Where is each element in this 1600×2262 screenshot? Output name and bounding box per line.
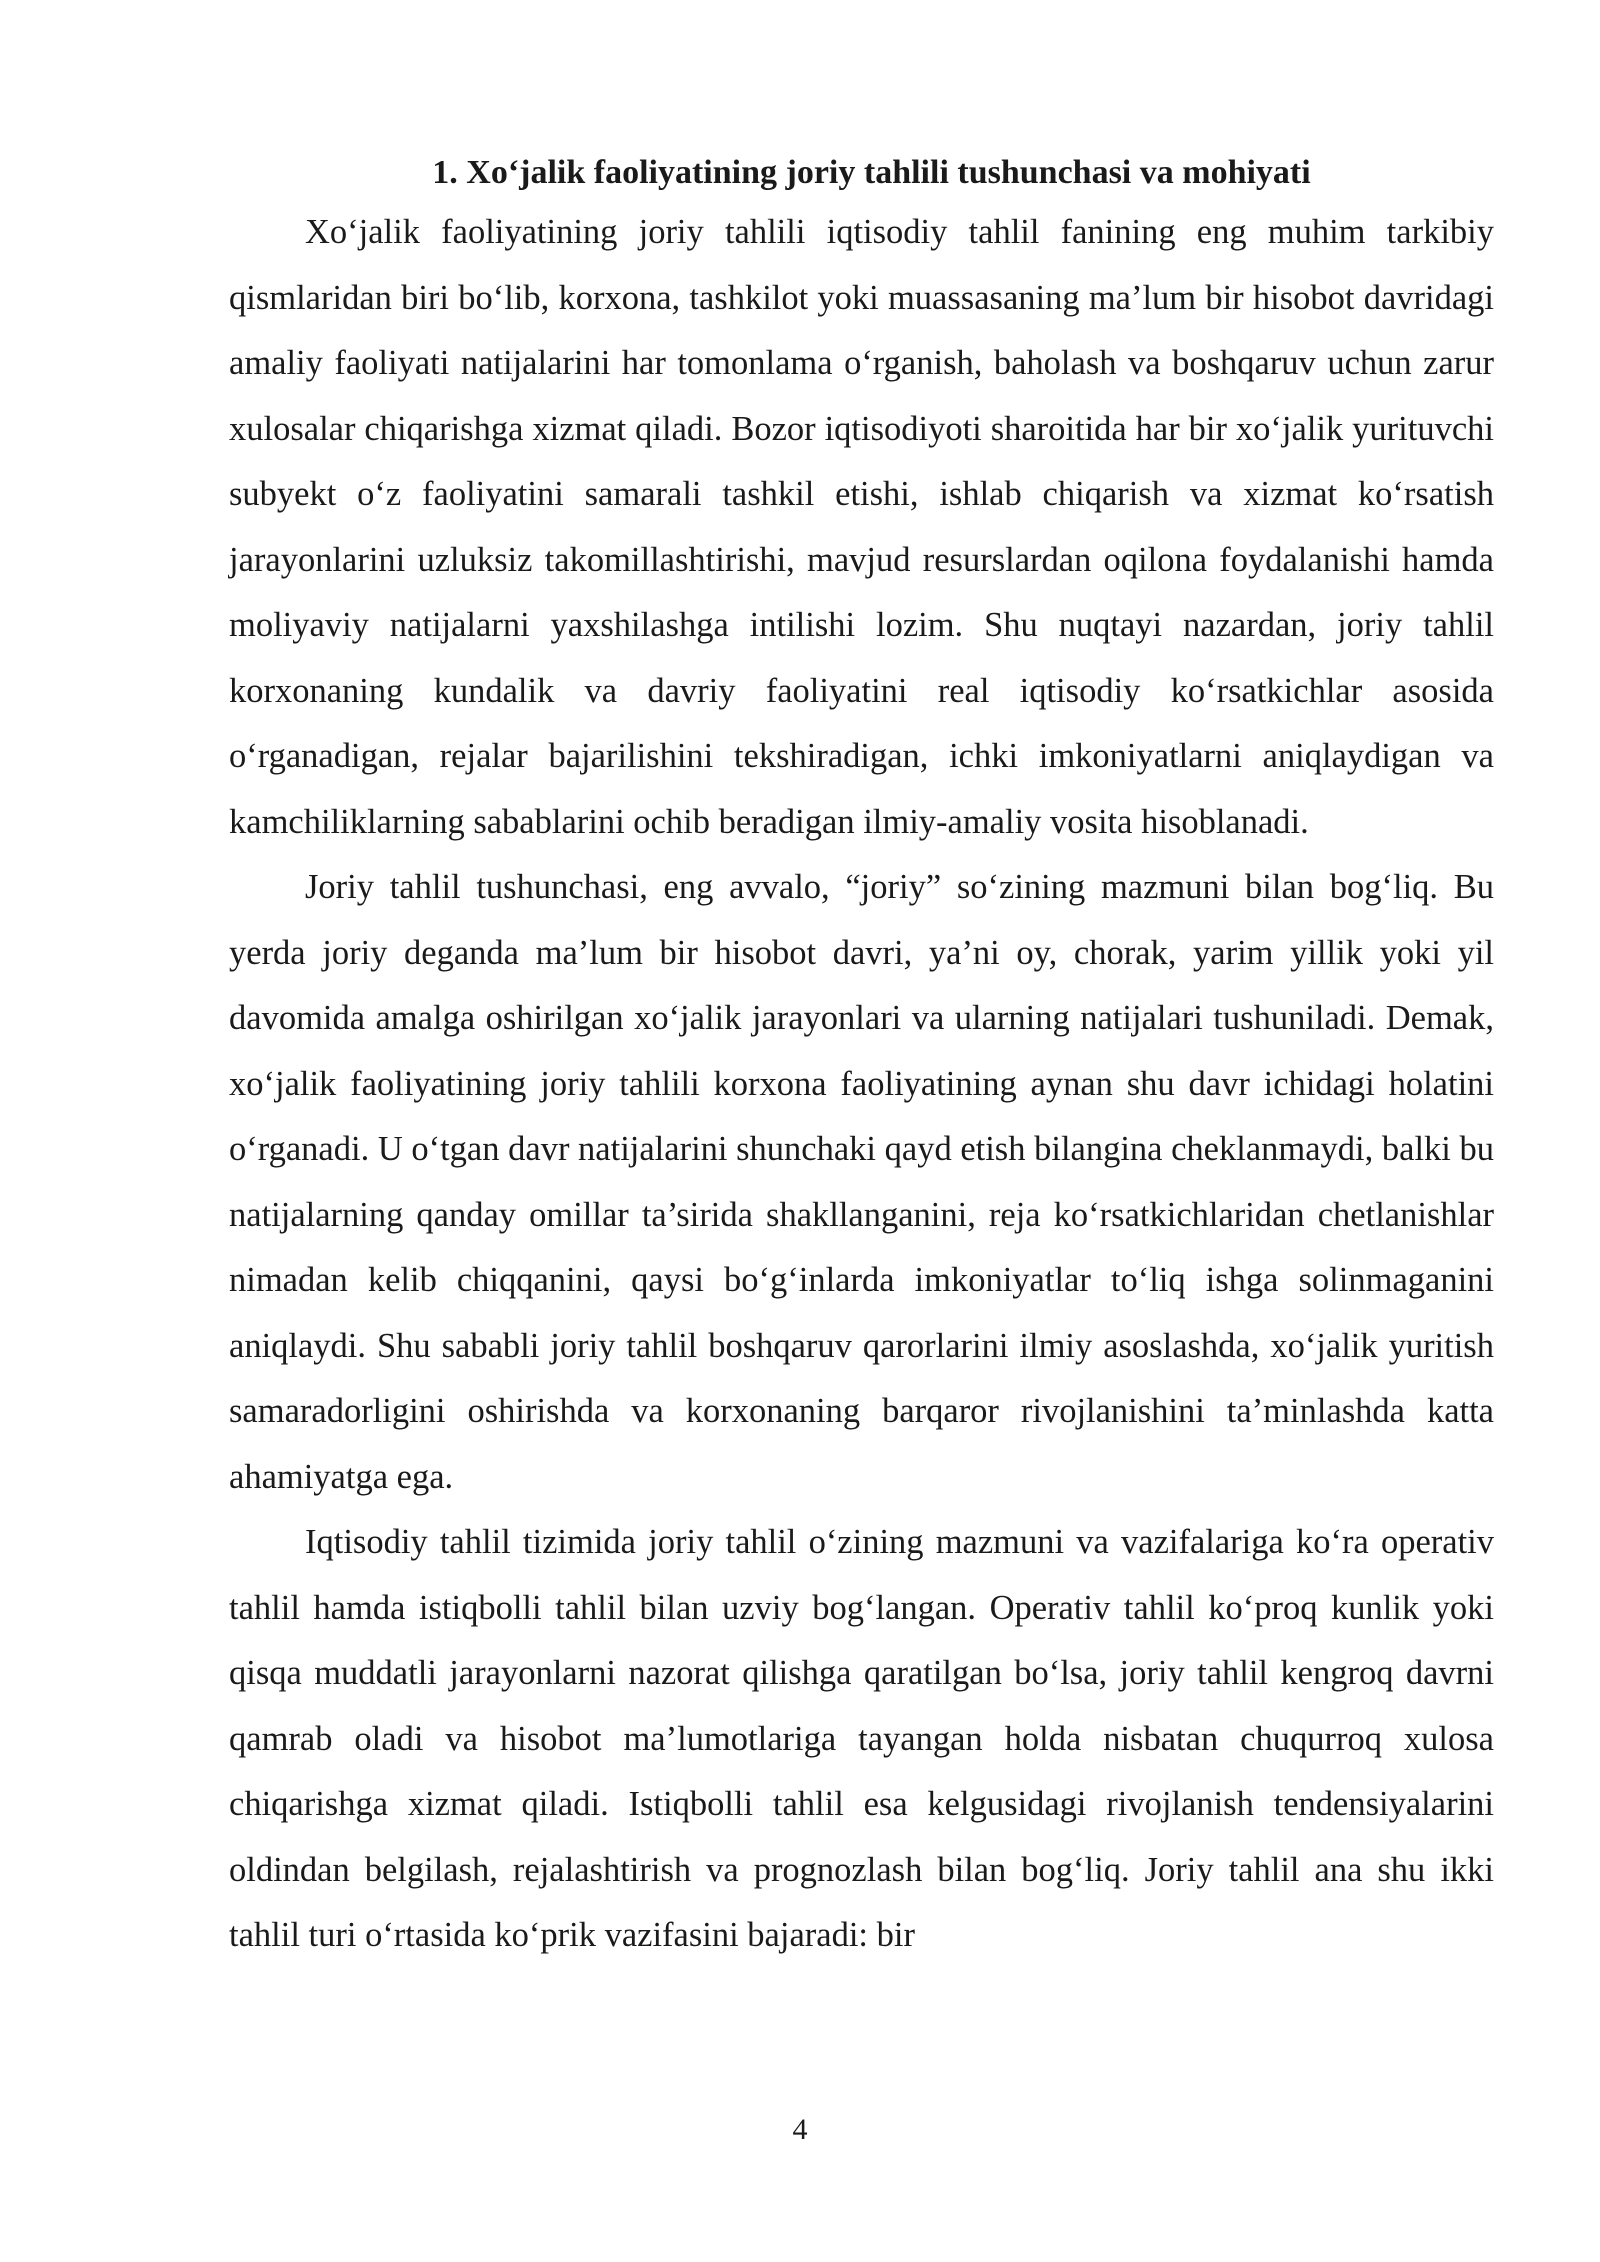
document-page: [229, 150, 1494, 1969]
page-number: 4: [792, 2113, 808, 2146]
paragraph-1: Xo‘jalik faoliyatining joriy tahlili iqtisodiy tahlil fanining eng muhim tarkibiy qismlaridan biri bo‘lib, korxona, tashkilot yoki muassasaning ma’lum bir hisobot davridagi amaliy faoliyati natijalarini har tomonlama o‘rganish, baholash va boshqaruv uchun zarur xulosalar chiqarishga xizmat qiladi. Bozor iqtisodiyoti sharoitida har bir xo‘jalik yurituvchi subyekt o‘z faoliyatini samarali tashkil etishi, ishlab chiqarish va xizmat ko‘rsatish jarayonlarini uzluksiz takomillashtirishi, mavjud resurslardan oqilona foydalanishi hamda moliyaviy natijalarni yaxshilashga intilishi lozim. Shu nuqtayi nazardan, joriy tahlil korxonaning kundalik va davriy faoliyatini real iqtisodiy ko‘rsatkichlar asosida o‘rganadigan, rejalar bajarilishini tekshiradigan, ichki imkoniyatlarni aniqlaydigan va kamchiliklarning sabablarini ochib beradigan ilmiy-amaliy vosita hisoblanadi.: [229, 213, 1494, 841]
paragraph-3: Iqtisodiy tahlil tizimida joriy tahlil o‘zining mazmuni va vazifalariga ko‘ra operativ tahlil hamda istiqbolli tahlil bilan uzviy bog‘langan. Operativ tahlil ko‘proq kunlik yoki qisqa muddatli jarayonlarni nazorat qilishga qaratilgan bo‘lsa, joriy tahlil kengroq davrni qamrab oladi va hisobot ma’lumotlariga tayangan holda nisbatan chuqurroq xulosa chiqarishga xizmat qiladi. Istiqbolli tahlil esa kelgusidagi rivojlanish tendensiyalarini oldindan belgilash, rejalashtirish va prognozlash bilan bog‘liq. Joriy tahlil ana shu ikki tahlil turi o‘rtasida ko‘prik vazifasini bajaradi: bir: [229, 1523, 1494, 1954]
section-heading: 1. Xo‘jalik faoliyatining joriy tahlili tushunchasi va mohiyati: [432, 154, 1311, 191]
paragraph-2: Joriy tahlil tushunchasi, eng avvalo, “joriy” so‘zining mazmuni bilan bog‘liq. Bu yerda joriy deganda ma’lum bir hisobot davri, ya’ni oy, chorak, yarim yillik yoki yil davomida amalga oshirilgan xo‘jalik jarayonlari va ularning natijalari tushuniladi. Demak, xo‘jalik faoliyatining joriy tahlili korxona faoliyatining aynan shu davr ichidagi holatini o‘rganadi. U o‘tgan davr natijalarini shunchaki qayd etish bilangina cheklanmaydi, balki bu natijalarning qanday omillar ta’sirida shakllanganini, reja ko‘rsatkichlaridan chetlanishlar nimadan kelib chiqqanini, qaysi bo‘g‘inlarda imkoniyatlar to‘liq ishga solinmaganini aniqlaydi. Shu sababli joriy tahlil boshqaruv qarorlarini ilmiy asoslashda, xo‘jalik yuritish samaradorligini oshirishda va korxonaning barqaror rivojlanishini ta’minlashda katta ahamiyatga ega.: [229, 868, 1494, 1496]
